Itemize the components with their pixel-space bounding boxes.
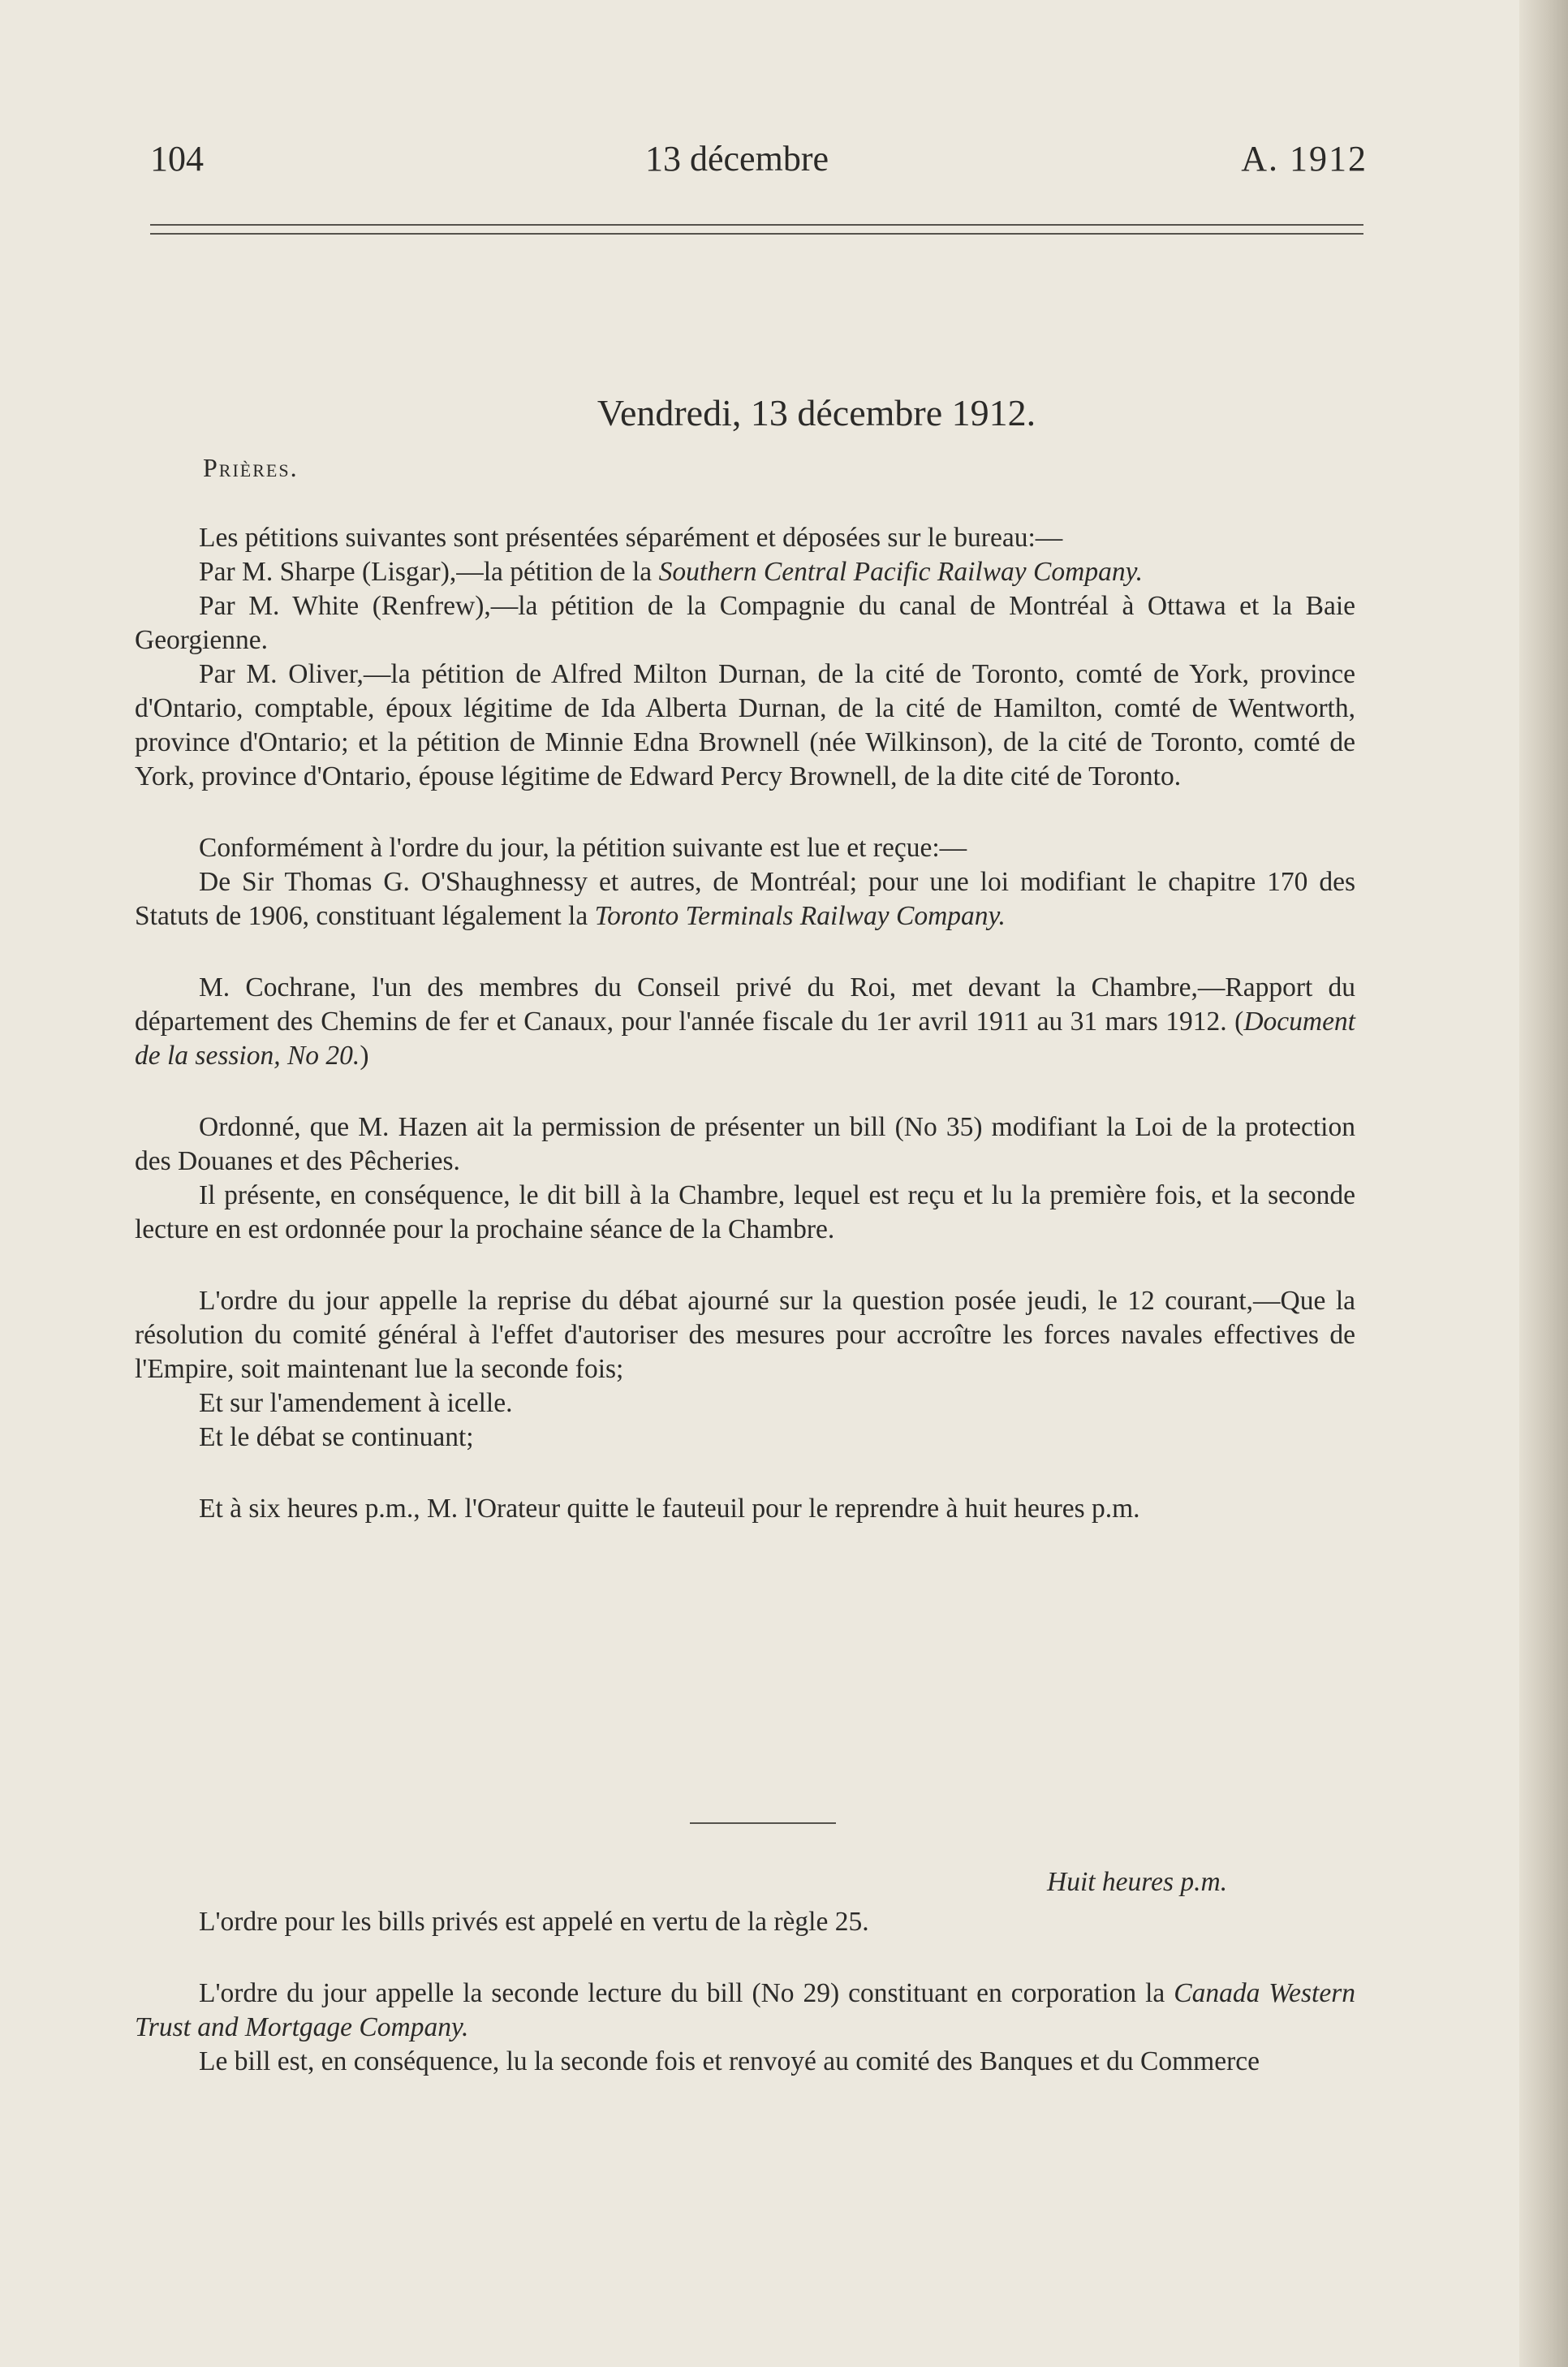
page-edge-shadow	[1519, 0, 1568, 2367]
bill29-paragraph: L'ordre du jour appelle la seconde lecture du bill (No 29) constituant en corporation la Canada Western Trust and Mortgage Company.	[135, 1978, 1355, 2042]
section-rule	[690, 1822, 836, 1824]
evening-section	[135, 1905, 1355, 2079]
page-number: 104	[150, 139, 204, 179]
debat-ordre: L'ordre du jour appelle la reprise du débat ajourné sur la question posée jeudi, le 12 courant,—Que la résolution du comité général à l'effet d'autoriser des mesures pour accroître les forces navales effectives de l'Empire, soit maintenant lue la seconde fois;	[135, 1286, 1355, 1384]
six-heures-paragraph: Et à six heures p.m., M. l'Orateur quitte le fauteuil pour le reprendre à huit heures p.m.	[199, 1494, 1140, 1524]
petitions-intro: Les pétitions suivantes sont présentées séparément et déposées sur le bureau:—	[199, 523, 1063, 553]
hazen-ordonne: Ordonné, que M. Hazen ait la permission de présenter un bill (No 35) modifiant la Loi de la protection des Douanes et des Pêcheries.	[135, 1112, 1355, 1176]
cochrane-paragraph: M. Cochrane, l'un des membres du Conseil privé du Roi, met devant la Chambre,—Rapport du département des Chemins de fer et Canaux, pour l'année fiscale du 1er avril 1911 au 31 mars 1912. (Document de la session, No 20.)	[135, 972, 1355, 1071]
petitions-section	[135, 521, 1355, 1526]
conformement-text: De Sir Thomas G. O'Shaughnessy et autres, de Montréal; pour une loi modifiant le chapitre 170 des Statuts de 1906, constituant légalement la Toronto Terminals Railway Company.	[135, 867, 1355, 931]
header-year: A. 1912	[1241, 139, 1368, 179]
day-heading: Vendredi, 13 décembre 1912.	[597, 392, 1036, 433]
prieres-label: Prières.	[203, 453, 299, 482]
petition-oliver: Par M. Oliver,—la pétition de Alfred Milton Durnan, de la cité de Toronto, comté de York, province d'Ontario, comptable, époux légitime de Ida Alberta Durnan, de la cité de Hamilton, comté de Wentworth, province d'Ontario; et la pétition de Minnie Edna Brownell (née Wilkinson), de la cité de Toronto, comté de York, province d'Ontario, épouse légitime de Edward Percy Brownell, de la dite cité de Toronto.	[135, 659, 1355, 791]
huit-heures-label: Huit heures p.m.	[1047, 1867, 1228, 1897]
bills-prives-paragraph: L'ordre pour les bills privés est appelé en vertu de la règle 25.	[199, 1907, 869, 1937]
conformement-intro: Conformément à l'ordre du jour, la pétition suivante est lue et reçue:—	[199, 833, 967, 863]
debat-amendement: Et sur l'amendement à icelle.	[199, 1388, 513, 1418]
running-head	[150, 138, 1368, 187]
bill29-renvoye: Le bill est, en conséquence, lu la seconde fois et renvoyé au comité des Banques et du Commerce	[199, 2046, 1260, 2076]
petition-white: Par M. White (Renfrew),—la pétition de la Compagnie du canal de Montréal à Ottawa et la Baie Georgienne.	[135, 591, 1355, 655]
debat-continuant: Et le débat se continuant;	[199, 1422, 474, 1452]
hazen-presente: Il présente, en conséquence, le dit bill à la Chambre, lequel est reçu et lu la première fois, et la seconde lecture en est ordonnée pour la prochaine séance de la Chambre.	[135, 1180, 1355, 1244]
petition-sharpe: Par M. Sharpe (Lisgar),—la pétition de la Southern Central Pacific Railway Company.	[199, 557, 1143, 587]
header-date: 13 décembre	[645, 139, 829, 179]
header-double-rule	[150, 224, 1363, 235]
